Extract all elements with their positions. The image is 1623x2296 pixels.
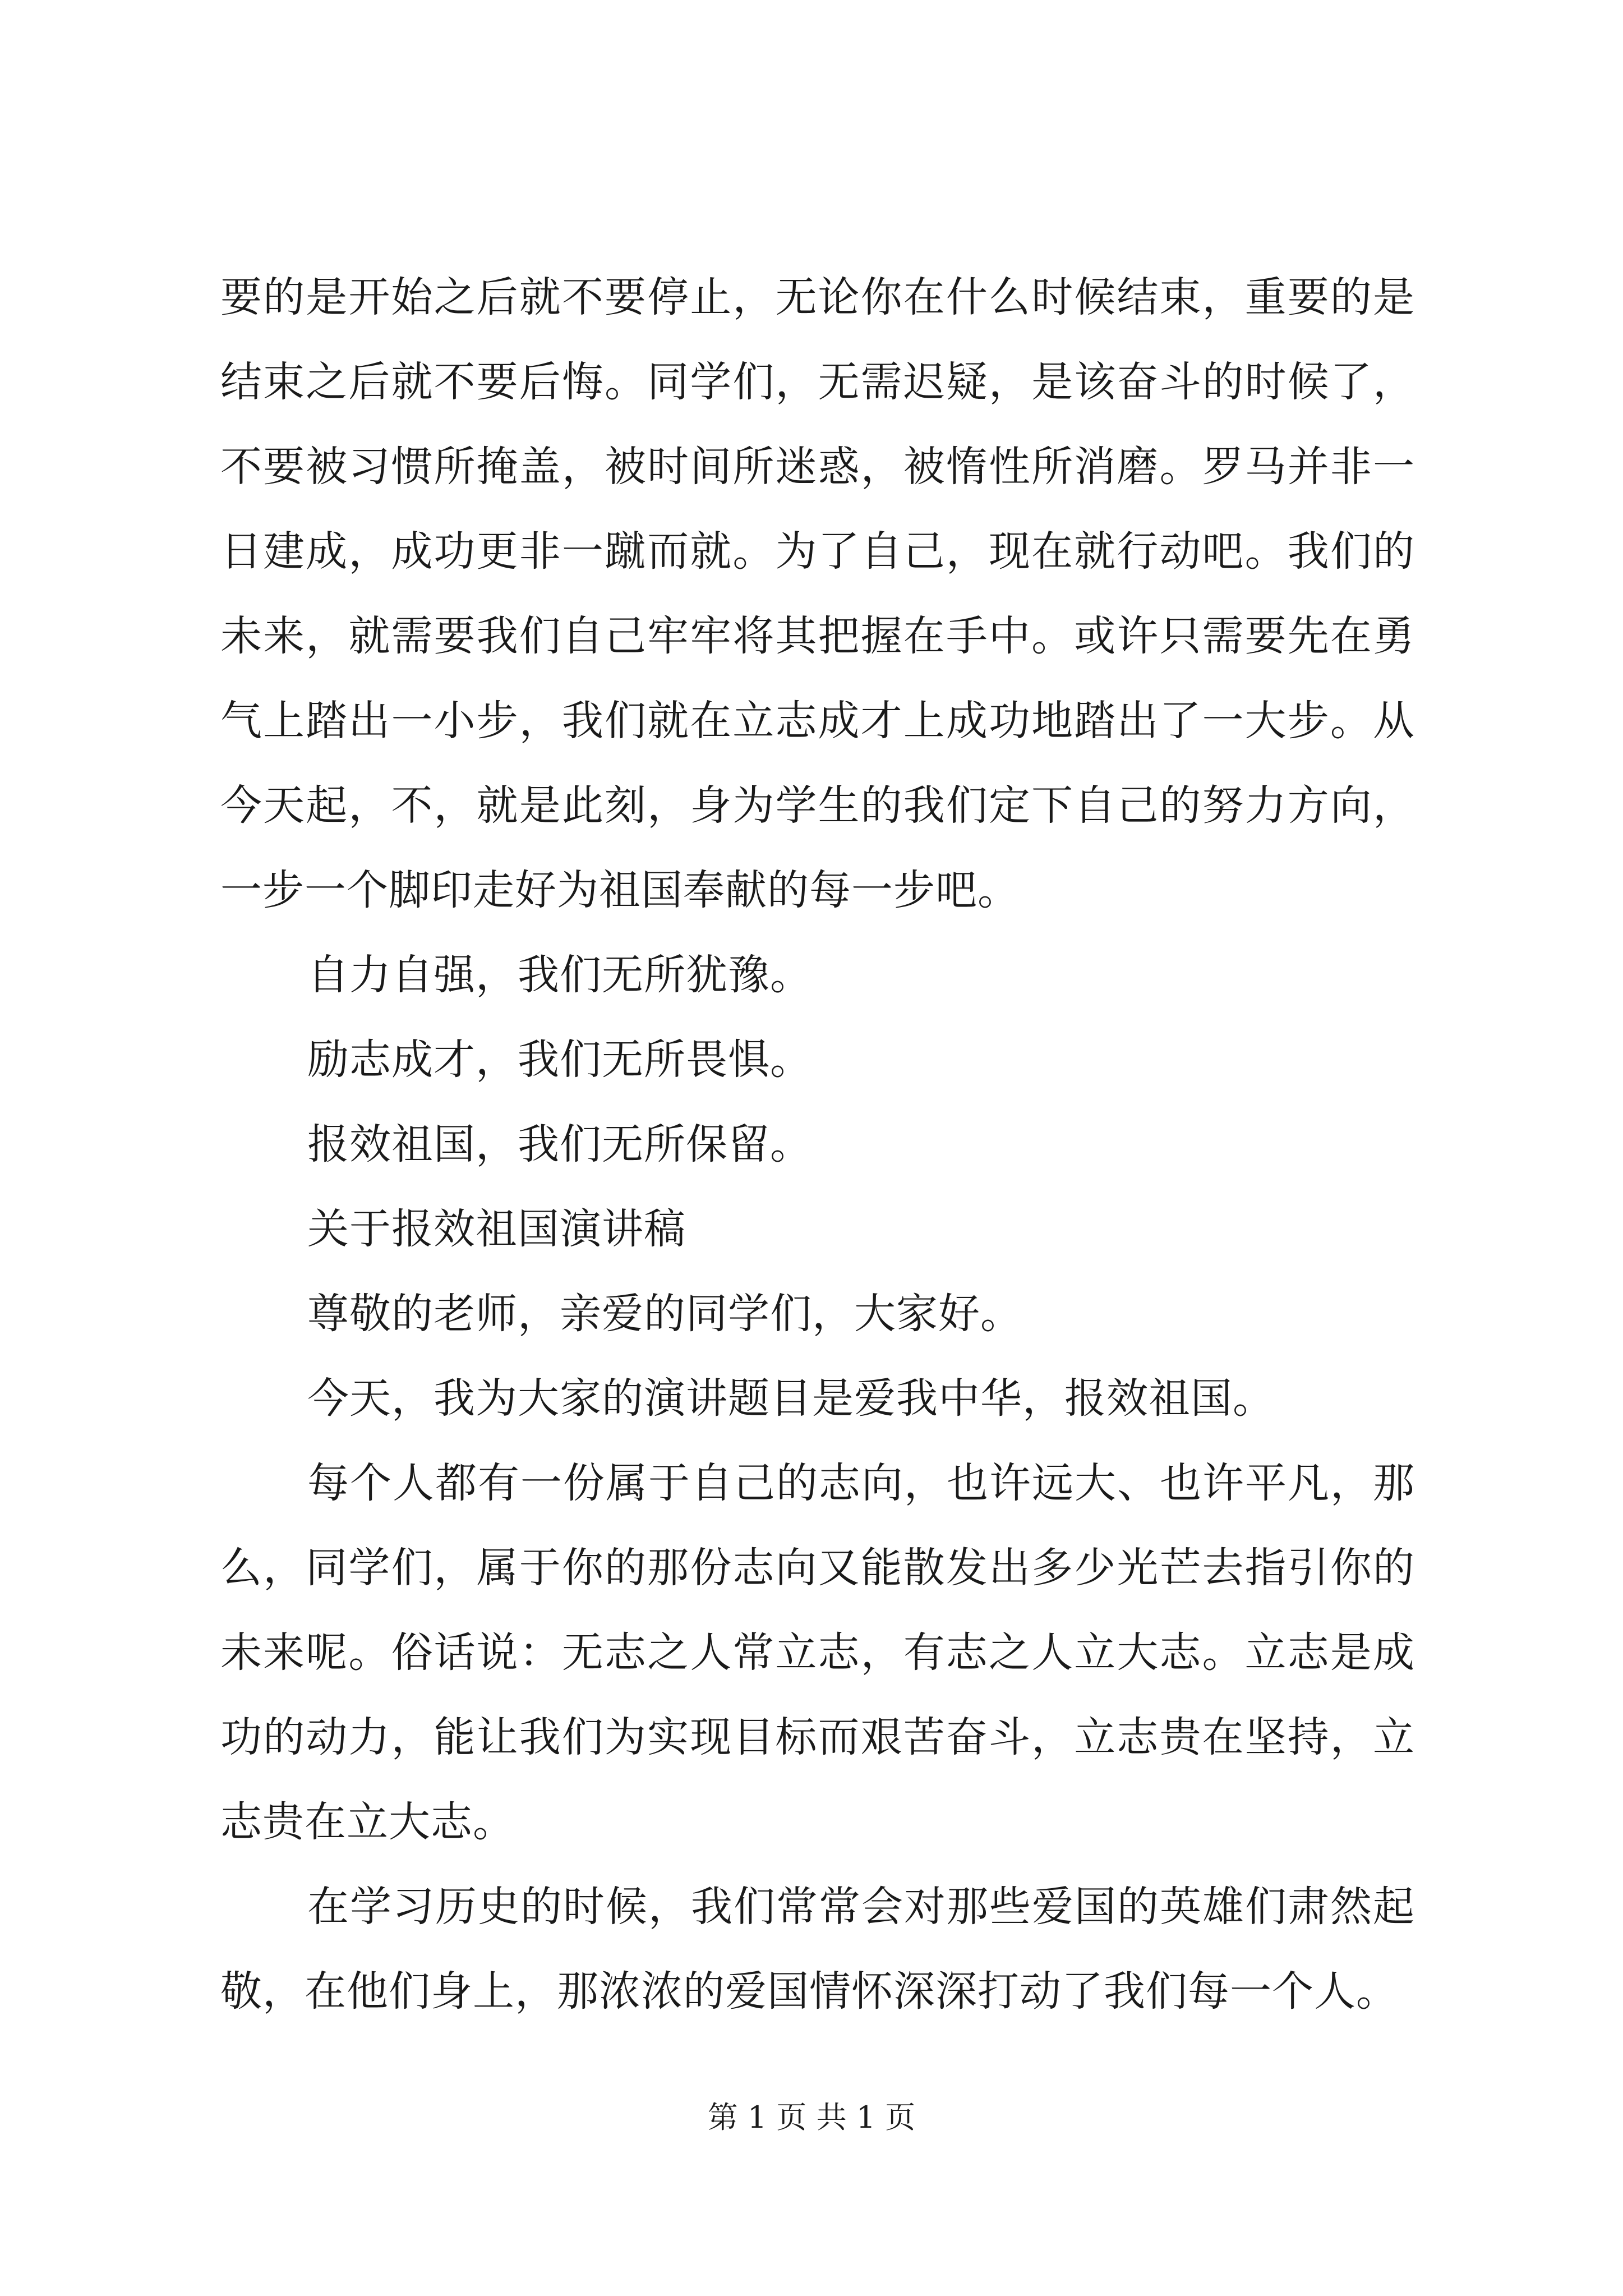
section-heading: 关于报效祖国演讲稿: [307, 1205, 686, 1253]
paragraph: 报效祖国，我们无所保留。: [307, 1120, 812, 1168]
paragraph: 每个人都有一份属于自己的志向，也许远大、也许平凡，那么，同学们，属于你的那份志向又能散发出多少光芒去指引你的未来呢。俗话说：无志之人常立志，有志之人立大志。立志是成功的动力，能让我们为实现目标而艰苦奋斗，立志贵在坚持，立志贵在立大志。: [220, 1459, 1415, 1846]
paragraph: 今天，我为大家的演讲题目是爱我中华，报效祖国。: [307, 1374, 1275, 1423]
greeting: 尊敬的老师，亲爱的同学们，大家好。: [307, 1290, 1022, 1338]
paragraph: 自力自强，我们无所犹豫。: [307, 951, 812, 999]
paragraph-continued: 要的是开始之后就不要停止，无论你在什么时候结束，重要的是结束之后就不要后悔。同学们，无需迟疑，是该奋斗的时候了，不要被习惯所掩盖，被时间所迷惑，被惰性所消磨。罗马并非一日建成，成功更非一蹴而就。为了自己，现在就行动吧。我们的未来，就需要我们自己牢牢将其把握在手中。或许只需要先在勇气上踏出一小步，我们就在立志成才上成功地踏出了一大步。从今天起，不，就是此刻，身为学生的我们定下自己的努力方向，一步一个脚印走好为祖国奉献的每一步吧。: [220, 273, 1415, 914]
page-number-footer: 第 1 页 共 1 页: [707, 2100, 916, 2135]
paragraph: 在学习历史的时候，我们常常会对那些爱国的英雄们肃然起敬，在他们身上，那浓浓的爱国情怀深深打动了我们每一个人。: [220, 1883, 1415, 2016]
document-body: [220, 255, 1415, 2034]
paragraph: 励志成才，我们无所畏惧。: [307, 1036, 812, 1084]
